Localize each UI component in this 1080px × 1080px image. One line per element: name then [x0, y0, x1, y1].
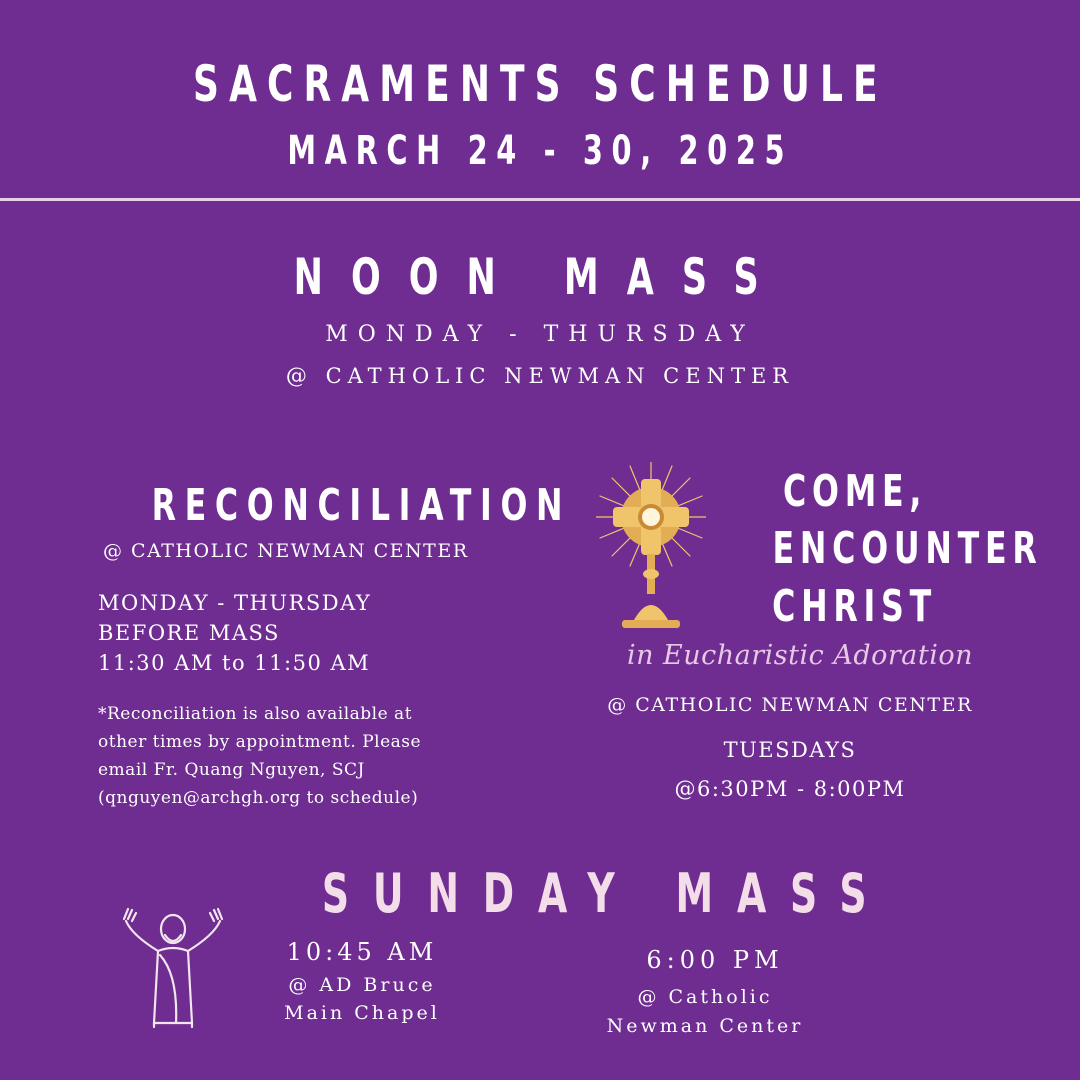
reconciliation-schedule: [98, 588, 371, 678]
note-line: email Fr. Quang Nguyen, SCJ: [98, 760, 365, 780]
reconciliation-location: @ CATHOLIC NEWMAN CENTER: [103, 540, 469, 562]
adoration-heading-line: ENCOUNTER: [772, 523, 1043, 574]
adoration-location: @ CATHOLIC NEWMAN CENTER: [607, 694, 973, 716]
reconciliation-note: [98, 700, 421, 812]
note-line: other times by appointment. Please: [98, 732, 422, 752]
sunday-mass-location: Newman Center: [606, 1015, 804, 1037]
noon-mass-location: @ CATHOLIC NEWMAN CENTER: [285, 364, 795, 388]
reconciliation-time: 11:30 AM to 11:50 AM: [98, 651, 371, 675]
noon-mass-heading: NOON MASS: [293, 248, 787, 306]
adoration-day: TUESDAYS: [723, 738, 857, 762]
page-title: SACRAMENTS SCHEDULE: [192, 55, 888, 113]
sunday-mass-time: 10:45 AM: [286, 938, 438, 966]
noon-mass-days: MONDAY - THURSDAY: [325, 322, 755, 347]
reconciliation-days: MONDAY - THURSDAY: [98, 591, 372, 615]
reconciliation-when: BEFORE MASS: [98, 621, 280, 645]
sunday-mass-location: Main Chapel: [284, 1002, 440, 1024]
note-line: *Reconciliation is also available at: [98, 704, 413, 724]
sunday-mass-location: @ AD Bruce: [288, 974, 436, 996]
adoration-time: @6:30PM - 8:00PM: [674, 777, 906, 801]
adoration-heading-line: CHRIST: [772, 581, 938, 632]
date-range: MARCH 24 - 30, 2025: [287, 128, 793, 174]
adoration-heading-line: COME,: [782, 466, 928, 517]
sunday-mass-location: @ Catholic: [637, 986, 773, 1008]
reconciliation-heading: RECONCILIATION: [151, 480, 572, 531]
header-divider: [0, 198, 1080, 201]
sunday-mass-time: 6:00 PM: [646, 946, 784, 974]
monstrance-icon: [596, 462, 706, 634]
sunday-mass-heading: SUNDAY MASS: [321, 862, 891, 925]
adoration-subtitle: in Eucharistic Adoration: [626, 640, 974, 671]
note-line: (qnguyen@archgh.org to schedule): [98, 788, 419, 808]
